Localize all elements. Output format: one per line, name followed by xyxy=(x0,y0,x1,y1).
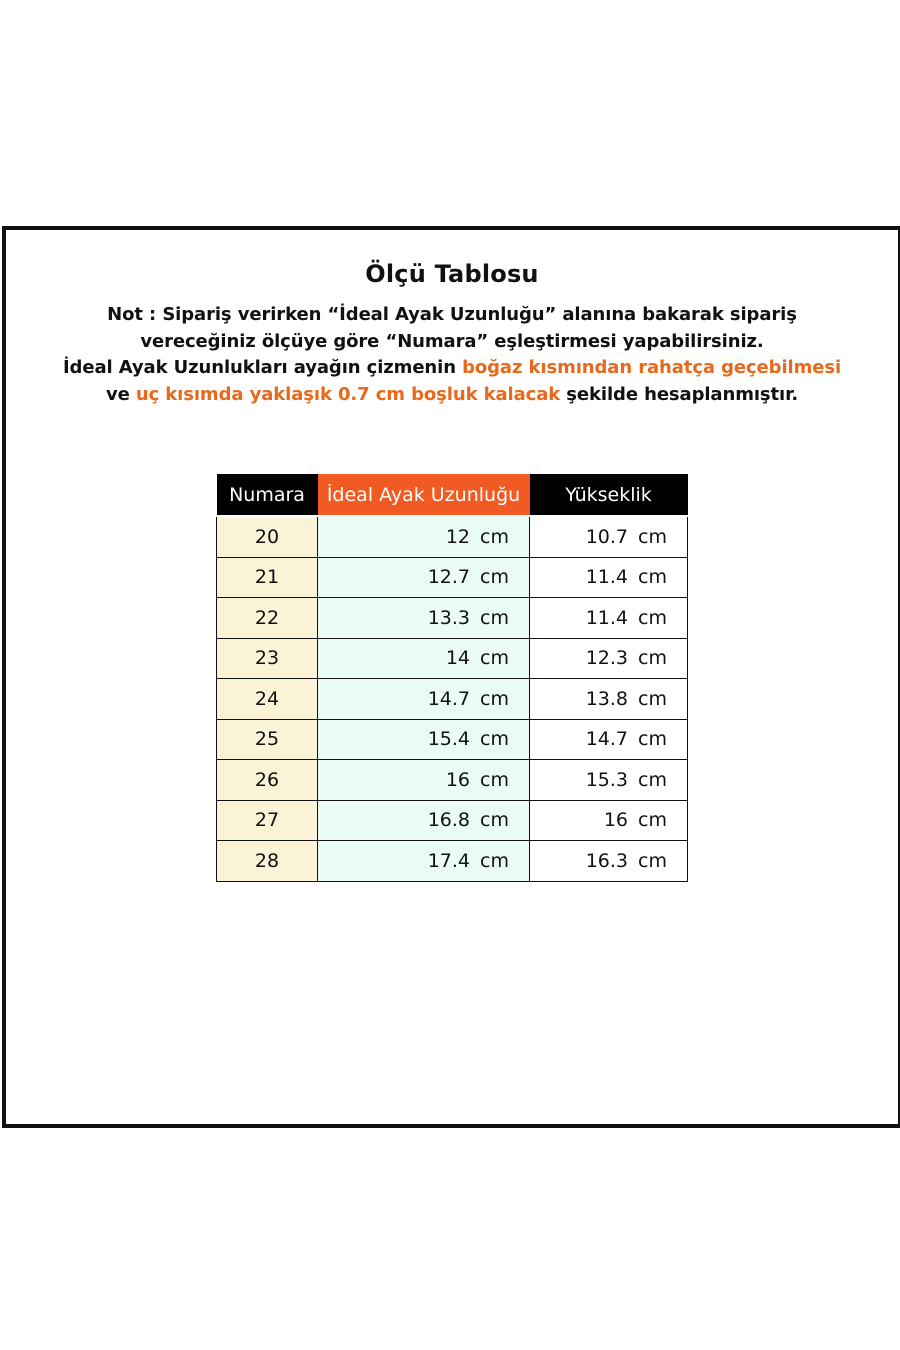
height-cell xyxy=(530,598,688,639)
height-cell xyxy=(530,557,688,598)
header-numara: Numara xyxy=(217,474,318,516)
height-cell-unit: cm xyxy=(638,809,667,832)
size-table xyxy=(216,474,688,882)
height-cell-value: 13.8 xyxy=(585,687,629,710)
numara-cell: 20 xyxy=(217,516,318,557)
numara-cell: 27 xyxy=(217,800,318,841)
length-cell xyxy=(318,719,530,760)
height-cell-value: 11.4 xyxy=(585,566,629,589)
table-row xyxy=(217,557,688,598)
height-cell-unit: cm xyxy=(638,647,667,670)
length-cell xyxy=(318,841,530,882)
height-cell xyxy=(530,800,688,841)
note-line-2: vereceğiniz ölçüye göre “Numara” eşleştirmesi yapabilirsiniz. xyxy=(140,330,764,352)
size-chart-frame xyxy=(2,226,900,1128)
height-cell xyxy=(530,638,688,679)
height-cell xyxy=(530,679,688,720)
header-height: Yükseklik xyxy=(530,474,688,516)
numara-cell: 25 xyxy=(217,719,318,760)
note-line-3-text: İdeal Ayak Uzunlukları ayağın çizmenin xyxy=(62,357,463,378)
height-cell-value: 16.3 xyxy=(585,849,629,872)
length-cell-value: 17.4 xyxy=(427,849,471,872)
length-cell-value: 12 xyxy=(445,525,471,548)
height-cell-value: 12.3 xyxy=(585,647,629,670)
table-row xyxy=(217,516,688,557)
length-cell xyxy=(318,516,530,557)
table-row xyxy=(217,719,688,760)
table-row xyxy=(217,638,688,679)
length-cell-unit: cm xyxy=(480,687,509,710)
length-cell-unit: cm xyxy=(480,525,509,548)
length-cell xyxy=(318,679,530,720)
order-note xyxy=(6,302,898,408)
height-cell-value: 16 xyxy=(603,809,629,832)
note-line-4-text-a: ve xyxy=(105,383,136,405)
table-row xyxy=(217,598,688,639)
height-cell-unit: cm xyxy=(638,728,667,751)
length-cell xyxy=(318,557,530,598)
length-cell-unit: cm xyxy=(480,809,509,832)
note-line-4 xyxy=(6,382,898,409)
length-cell xyxy=(318,638,530,679)
length-cell-unit: cm xyxy=(480,566,509,589)
height-cell-unit: cm xyxy=(638,566,667,589)
note-line-1: Not : Sipariş verirken “İdeal Ayak Uzunluğu” alanına bakarak sipariş xyxy=(107,304,797,325)
table-header-row xyxy=(217,474,688,516)
height-cell-value: 15.3 xyxy=(585,768,629,791)
length-cell-value: 13.3 xyxy=(427,606,471,629)
length-cell-unit: cm xyxy=(480,728,509,751)
length-cell xyxy=(318,760,530,801)
length-cell-value: 16.8 xyxy=(427,809,471,832)
length-cell-value: 12.7 xyxy=(427,566,471,589)
numara-cell: 23 xyxy=(217,638,318,679)
length-cell-unit: cm xyxy=(480,606,509,629)
height-cell-value: 10.7 xyxy=(585,525,629,548)
table-row xyxy=(217,800,688,841)
length-cell-value: 16 xyxy=(445,768,471,791)
length-cell-unit: cm xyxy=(480,849,509,872)
height-cell xyxy=(530,760,688,801)
note-line-4-text-c: şekilde hesaplanmıştır. xyxy=(560,383,799,405)
length-cell-value: 14 xyxy=(445,647,471,670)
table-row xyxy=(217,679,688,720)
numara-cell: 24 xyxy=(217,679,318,720)
height-cell-unit: cm xyxy=(638,525,667,548)
height-cell xyxy=(530,719,688,760)
numara-cell: 28 xyxy=(217,841,318,882)
page-title: Ölçü Tablosu xyxy=(365,260,539,288)
height-cell-unit: cm xyxy=(638,606,667,629)
length-cell-value: 15.4 xyxy=(427,728,471,751)
length-cell-unit: cm xyxy=(480,768,509,791)
length-cell xyxy=(318,598,530,639)
height-cell xyxy=(530,516,688,557)
length-cell-unit: cm xyxy=(480,647,509,670)
height-cell-unit: cm xyxy=(638,849,667,872)
note-line-4-highlight: uç kısımda yaklaşık 0.7 cm boşluk kalacak xyxy=(135,383,561,405)
table-row xyxy=(217,760,688,801)
height-cell xyxy=(530,841,688,882)
length-cell-value: 14.7 xyxy=(427,687,471,710)
height-cell-unit: cm xyxy=(638,768,667,791)
header-ideal-length: İdeal Ayak Uzunluğu xyxy=(318,474,530,516)
numara-cell: 22 xyxy=(217,598,318,639)
length-cell xyxy=(318,800,530,841)
height-cell-value: 11.4 xyxy=(585,606,629,629)
height-cell-unit: cm xyxy=(638,687,667,710)
table-row xyxy=(217,841,688,882)
height-cell-value: 14.7 xyxy=(585,728,629,751)
numara-cell: 26 xyxy=(217,760,318,801)
note-line-3-highlight: boğaz kısmından rahatça geçebilmesi xyxy=(462,357,842,378)
note-line-3 xyxy=(6,355,898,382)
numara-cell: 21 xyxy=(217,557,318,598)
